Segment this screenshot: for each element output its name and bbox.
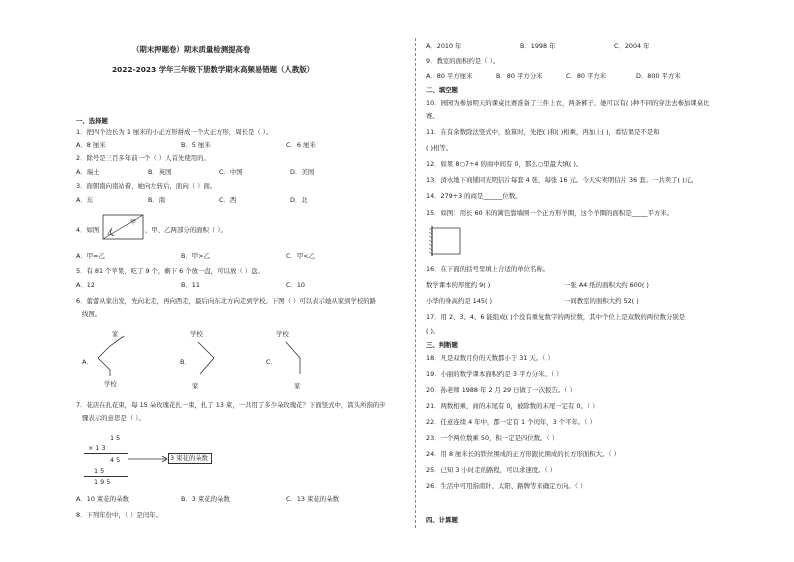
q7-label-text: 3 束花的朵数 xyxy=(170,454,209,462)
question-7-line2: 骤表示的意思是（ ）。 xyxy=(82,414,145,422)
question-12: 12．如果 8○7÷4 的商中间有 0，那么○里最大填( )。 xyxy=(426,160,583,168)
question-13: 13．済水地下商铺同光明信片每套 4 张，每张 16 元。今天实卖明信片 36 套。一共卖了( )元。 xyxy=(426,176,698,184)
question-16: 16．在下面的括号里填上合适的单位名称。 xyxy=(426,265,550,273)
question-26: 26．生活中可用指南针、太阳、路牌等来确定方向。（ ） xyxy=(426,482,587,490)
question-5: 5．有 81 个苹果，吃了 9 个，剩下 6 个放一盘，可以放（ ）盘。 xyxy=(76,267,264,275)
q7-calc-row-2: × 1 3 xyxy=(88,444,106,452)
q8-option-b: B．1998 年 xyxy=(520,42,556,50)
q7-calc-row-4: 1 5 xyxy=(94,467,105,475)
q9-option-a: A．80 平方厘米 xyxy=(426,72,473,80)
paper-subtitle: 2022-2023 学年三年级下册数学期末高频易错题（人教版） xyxy=(112,65,314,74)
q9-option-b: B．80 平方分米 xyxy=(496,72,543,80)
question-1: 1．把四个边长为 1 厘米的小正方形拼成一个大正方形，周长是（ ）。 xyxy=(76,128,273,136)
q16-item-d: 一间教室的面积大约 52( ) xyxy=(564,297,639,305)
question-24: 24．用 8 厘米长的铁丝围成的正方形跟比围成的长方形面积大。（ ） xyxy=(426,450,621,458)
q4-fig-label-jia: 甲 xyxy=(130,219,137,226)
q5-option-c: C．10 xyxy=(286,281,305,289)
q4-option-b: B．甲>乙 xyxy=(181,252,210,260)
column-divider xyxy=(415,38,416,528)
question-11-line2: ( )相等。 xyxy=(426,144,453,152)
question-15: 15．如图：用长 60 米的篱笆靠墙围一个正方形羊圈，这个羊圈的面积是_____平方米。 xyxy=(426,209,674,217)
question-18: 18．凡是双数月份的天数都小于 31 天。（ ） xyxy=(426,354,554,362)
q3-option-b: B．南 xyxy=(148,196,166,204)
question-20: 20．孙老师 1988 年 2 月 29 日做了一次报告。（ ） xyxy=(426,386,576,394)
q6-option-c: C． xyxy=(266,358,277,366)
q3-option-c: C．西 xyxy=(219,196,237,204)
question-23: 23．一个两位数乘 50，积一定是四位数。（ ） xyxy=(426,434,559,442)
q16-item-b: 一张 A4 纸的面积大约 600( ) xyxy=(564,281,649,289)
q8-option-c: C．2004 年 xyxy=(614,42,650,50)
q4-option-c: C．甲<乙 xyxy=(286,252,315,260)
q6-c-top-label: 学校 xyxy=(276,330,289,338)
question-10-line1: 10．园园为参加明天的课桌比赛准备了三件上衣，两条裤子，她可以有( )种不同的穿法去参加课桌比 xyxy=(426,99,710,107)
question-4-suffix: ，甲、乙两部分的面积（ ）。 xyxy=(145,226,227,234)
q15-figure xyxy=(428,224,464,258)
q7-calc-row-1: 1 5 xyxy=(110,434,121,442)
q7-option-b: B．3 束花的朵数 xyxy=(181,495,230,503)
q4-option-a: A．甲=乙 xyxy=(76,252,105,260)
q6-option-a: A． xyxy=(82,358,93,366)
question-25: 25．已知 3 小时走的路程，可以求速度。（ ） xyxy=(426,466,557,474)
question-4-prefix: 4．如图 xyxy=(76,226,100,234)
q5-option-a: A．12 xyxy=(76,281,95,289)
section-judge: 三、判断题 xyxy=(426,341,458,349)
right-column xyxy=(426,0,726,562)
q5-option-b: B．11 xyxy=(181,281,200,289)
q2-option-c: C．中国 xyxy=(219,168,243,176)
q7-calc-row-3: 4 5 xyxy=(110,456,121,464)
left-column xyxy=(76,0,410,562)
question-9: 9．教室的面积约是（ ）。 xyxy=(426,57,500,65)
q2-option-d: D．美国 xyxy=(290,168,315,176)
question-17-line1: 17．用 2、3、4、6 能组成( )个没有重复数字的两位数，其中个位上是双数的两位数分别是 xyxy=(426,313,686,321)
q6-a-top-label: 家 xyxy=(112,330,119,338)
question-11-line1: 11．在有余数除法竖式中，验算时，先把( )和( )相乘，再加上( )，看结果是不是和 xyxy=(426,128,660,136)
question-22: 22．任意连续 4 年中，都一定有 1 个闰年，3 个平年。（ ） xyxy=(426,418,596,426)
q2-option-b: B．英国 xyxy=(148,168,172,176)
question-21: 21．两数相乘，商的末尾有 0，被除数的末尾一定有 0。（ ） xyxy=(426,402,599,410)
q6-option-b: B． xyxy=(180,358,191,366)
q1-option-c: C．6 厘米 xyxy=(286,141,316,149)
section-calc: 四、计算题 xyxy=(426,516,458,524)
q6-b-bottom-label: 家 xyxy=(192,382,199,390)
section-choice: 一、选择题 xyxy=(76,117,108,125)
q6-c-bottom-label: 家 xyxy=(294,382,301,390)
q8-option-a: A．2010 年 xyxy=(426,42,462,50)
question-19: 19．小丽的数学课本面积约是 3 平方分米。（ ） xyxy=(426,370,563,378)
question-6-line1: 6．蕾蕾从家出发，先向北走，再向西走，最后向东北方向走到学校。下图（ ）可以表示她从家到学校的路 xyxy=(76,297,377,305)
q4-fig-label-yi: 乙 xyxy=(107,230,114,237)
q3-option-d: D．北 xyxy=(290,196,308,204)
question-7-line1: 7．花店在扎花束，每 15 朵玫瑰花扎一束，扎了 13 束，一共用了多少朵玫瑰花？下面竖式中，箭头所指的步 xyxy=(76,401,386,409)
q7-option-a: A．10 束花的朵数 xyxy=(76,495,129,503)
q16-item-a: 数学课本的厚度约 9( ) xyxy=(426,281,491,289)
question-2: 2．除号是三百多年前一个（ ）人首先使用的。 xyxy=(76,154,210,162)
q7-calc-rule-2 xyxy=(84,476,128,477)
q9-option-c: C．80 平方米 xyxy=(566,72,607,80)
section-fill: 二、填空题 xyxy=(426,86,458,94)
q9-option-d: D．800 平方米 xyxy=(636,72,681,80)
q4-figure xyxy=(102,214,144,240)
q6-a-bottom-label: 学校 xyxy=(104,380,117,388)
q2-option-a: A．瑞士 xyxy=(76,168,100,176)
question-8: 8．下列年份中，（ ）是闰年。 xyxy=(76,511,162,519)
question-10-line2: 赛。 xyxy=(426,112,439,120)
q7-calc-rule-1 xyxy=(84,453,128,454)
q1-option-b: B．5 厘米 xyxy=(181,141,211,149)
question-14: 14．279÷3 的商是______位数。 xyxy=(426,192,522,200)
q3-option-a: A．东 xyxy=(76,196,94,204)
question-3: 3．面朝南向南站着，她向左转后，面向（ ）面。 xyxy=(76,182,217,190)
q7-option-c: C．13 束花的朵数 xyxy=(286,495,339,503)
question-17-line2: ( )。 xyxy=(426,327,440,335)
paper-title: （期末押题卷）期末质量检测提高卷 xyxy=(132,45,251,54)
question-6-line2: 线图。 xyxy=(82,310,102,318)
q6-b-top-label: 学校 xyxy=(190,330,203,338)
q16-item-c: 小华的身高约是 145( ) xyxy=(426,297,492,305)
q7-calc-row-5: 1 9 5 xyxy=(94,478,111,486)
q1-option-a: A．8 厘米 xyxy=(76,141,106,149)
